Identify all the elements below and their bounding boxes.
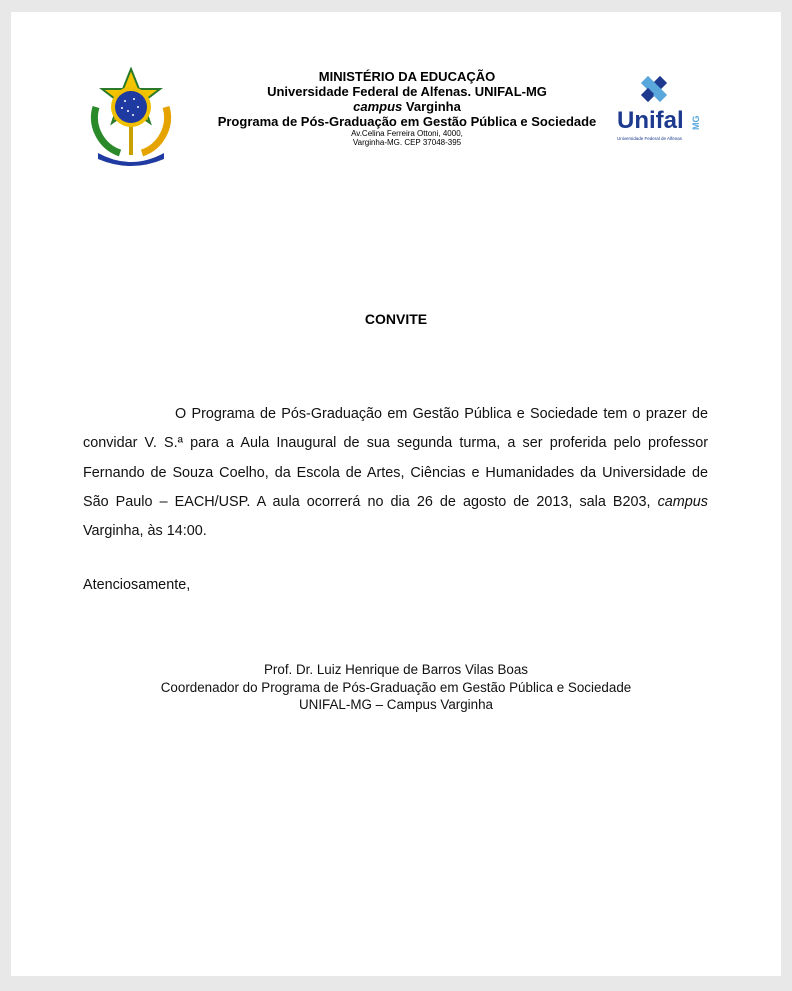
address-line-2: Varginha-MG. CEP 37048-395	[352, 138, 462, 147]
unifal-logo-tagline: Universidade Federal de Alfenas	[617, 136, 683, 141]
campus-line	[187, 99, 627, 114]
unifal-x-mark-icon	[641, 76, 667, 102]
address-line-1: Av.Celina Ferreira Ottoni, 4000,	[351, 129, 463, 138]
unifal-logo	[615, 72, 707, 150]
letterhead	[187, 69, 627, 147]
document-page	[11, 12, 781, 976]
body-text-part-2: Varginha, às 14:00.	[83, 523, 207, 540]
brazil-coat-of-arms-icon	[88, 67, 174, 167]
unifal-logo-word: Unifal	[617, 107, 684, 134]
body-text-part-1: O Programa de Pós-Graduação em Gestão Pública e Sociedade tem o prazer de convidar V. S.ª para a Aula Inaugural de sua segunda turma, a ser proferida pelo professor Fernando de Souza Coelho, da Escola de Artes, Ciências e Humanidades da Universidade de São Paulo – EACH/USP. A aula ocorrerá no dia 26 de agosto de 2013, sala B203,	[83, 406, 708, 510]
invitation-body	[83, 400, 708, 546]
body-campus-italic: campus	[657, 493, 708, 510]
university-name: Universidade Federal de Alfenas. UNIFAL-MG	[267, 84, 547, 99]
campus-name: Varginha	[402, 99, 461, 114]
document-title: CONVITE	[364, 311, 428, 327]
signatory-institution: UNIFAL-MG – Campus Varginha	[299, 697, 493, 712]
signatory-role: Coordenador do Programa de Pós-Graduação em Gestão Pública e Sociedade	[160, 679, 632, 695]
signature-block	[11, 661, 781, 714]
signatory-name: Prof. Dr. Luiz Henrique de Barros Vilas Boas	[264, 662, 528, 677]
closing-salutation: Atenciosamente,	[83, 577, 191, 593]
unifal-logo-suffix: MG	[691, 115, 701, 130]
campus-italic: campus	[353, 99, 403, 114]
program-name: Programa de Pós-Graduação em Gestão Pública e Sociedade	[217, 114, 597, 129]
ministry-name: MINISTÉRIO DA EDUCAÇÃO	[318, 69, 496, 84]
